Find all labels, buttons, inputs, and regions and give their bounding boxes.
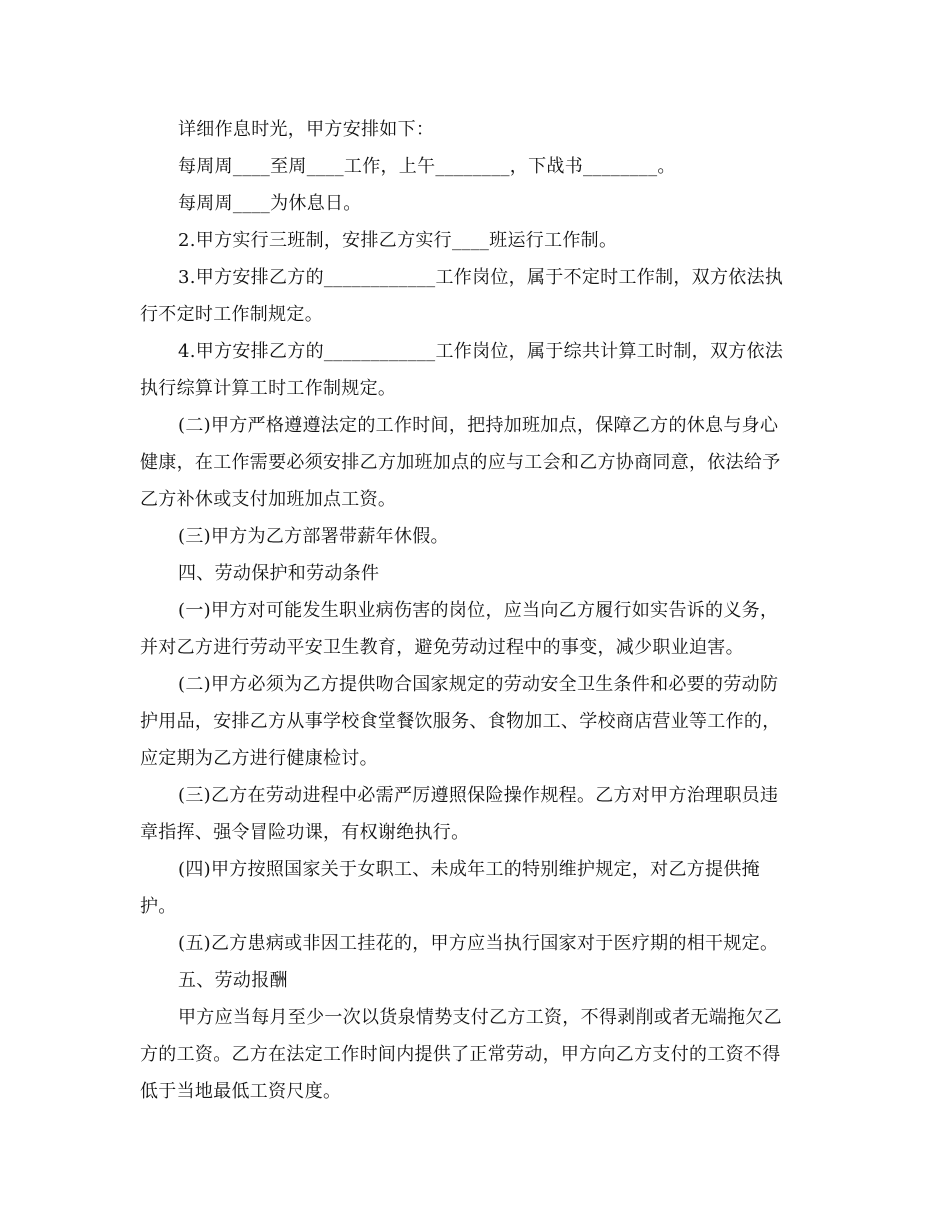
text-line: (二)甲方严格遵遵法定的工作时间，把持加班加点，保障乙方的休息与身心 xyxy=(178,415,779,436)
text-line: 方的工资。乙方在法定工作时间内提供了正常劳动，甲方向乙方支付的工资不得 xyxy=(140,1044,781,1065)
text-line: 执行综算计算工时工作制规定。 xyxy=(140,378,397,399)
text-line: 每周周____为休息日。 xyxy=(178,193,362,214)
text-line: (一)甲方对可能发生职业病伤害的岗位，应当向乙方履行如实告诉的义务， xyxy=(178,600,779,621)
text-line: 应定期为乙方进行健康检讨。 xyxy=(140,748,378,769)
section-heading: 四、劳动保护和劳动条件 xyxy=(178,563,380,584)
text-line: 详细作息时光，甲方安排如下： xyxy=(178,119,435,140)
text-line: (三)乙方在劳动进程中必需严厉遵照保险操作规程。乙方对甲方治理职员违 xyxy=(178,785,779,806)
text-line: (五)乙方患病或非因工挂花的，甲方应当执行国家对于医疗期的相干规定。 xyxy=(178,933,779,954)
text-line: (三)甲方为乙方部署带薪年休假。 xyxy=(178,526,449,547)
text-line: (四)甲方按照国家关于女职工、未成年工的特别维护规定，对乙方提供掩 xyxy=(178,859,760,880)
text-line: 甲方应当每月至少一次以货泉情势支付乙方工资，不得剥削或者无端拖欠乙 xyxy=(178,1007,782,1028)
text-line: (二)甲方必须为乙方提供吻合国家规定的劳动安全卫生条件和必要的劳动防 xyxy=(178,674,779,695)
text-line: 并对乙方进行劳动平安卫生教育，避免劳动过程中的事变，减少职业迫害。 xyxy=(140,637,744,658)
text-line: 护用品，安排乙方从事学校食堂餐饮服务、食物加工、学校商店营业等工作的， xyxy=(140,711,781,732)
text-line: 护。 xyxy=(140,896,177,917)
text-line: 行不定时工作制规定。 xyxy=(140,304,323,325)
text-line: 低于当地最低工资尺度。 xyxy=(140,1081,342,1102)
text-line: 3.甲方安排乙方的____________工作岗位，属于不定时工作制，双方依法执 xyxy=(178,267,784,288)
text-line: 2.甲方实行三班制，安排乙方实行____班运行工作制。 xyxy=(178,230,618,251)
text-line: 每周周____至周____工作，上午________，下战书________。 xyxy=(178,156,676,177)
text-line: 4.甲方安排乙方的____________工作岗位，属于综共计算工时制，双方依法 xyxy=(178,341,784,362)
section-heading: 五、劳动报酬 xyxy=(178,970,288,991)
text-line: 乙方补休或支付加班加点工资。 xyxy=(140,489,397,510)
text-line: 健康，在工作需要必须安排乙方加班加点的应与工会和乙方协商同意，依法给予 xyxy=(140,452,781,473)
text-line: 章指挥、强令冒险功课，有权谢绝执行。 xyxy=(140,822,470,843)
